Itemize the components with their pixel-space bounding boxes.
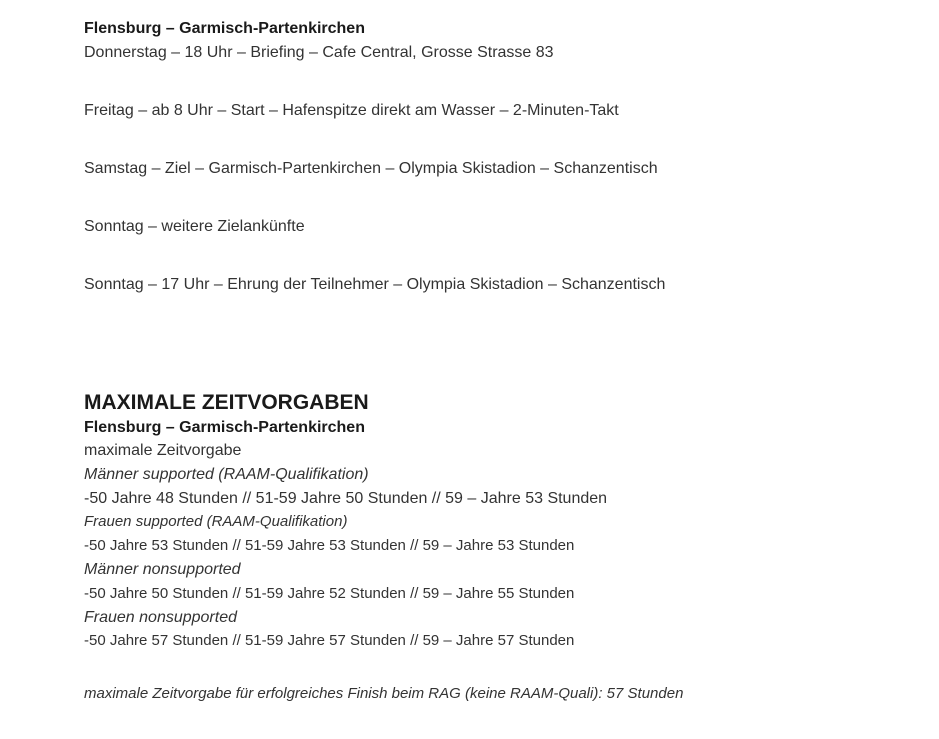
group-times-men-supported: -50 Jahre 48 Stunden // 51-59 Jahre 50 Stunden // 59 – Jahre 53 Stunden <box>84 489 608 507</box>
schedule-route-title: Flensburg – Garmisch-Partenkirchen <box>84 20 365 37</box>
schedule-item-sunday-ceremony: Sonntag – 17 Uhr – Ehrung der Teilnehmer – Olympia Skistadion – Schanzentisch <box>84 276 666 293</box>
schedule-item-saturday: Samstag – Ziel – Garmisch-Partenkirchen – Olympia Skistadion – Schanzentisch <box>84 160 658 177</box>
group-label-women-supported: Frauen supported (RAAM-Qualifikation) <box>84 513 348 531</box>
time-limits-route: Flensburg – Garmisch-Partenkirchen <box>84 419 365 436</box>
time-limits-intro: maximale Zeitvorgabe <box>84 442 242 459</box>
schedule-item-friday: Freitag – ab 8 Uhr – Start – Hafenspitze direkt am Wasser – 2-Minuten-Takt <box>84 102 619 119</box>
schedule-item-thursday: Donnerstag – 18 Uhr – Briefing – Cafe Central, Grosse Strasse 83 <box>84 44 554 61</box>
group-label-men-supported: Männer supported (RAAM-Qualifikation) <box>84 465 369 483</box>
group-times-women-supported: -50 Jahre 53 Stunden // 51-59 Jahre 53 Stunden // 59 – Jahre 53 Stunden <box>84 537 575 555</box>
group-times-men-nonsupported: -50 Jahre 50 Stunden // 51-59 Jahre 52 Stunden // 59 – Jahre 55 Stunden <box>84 584 575 602</box>
schedule-section <box>84 18 904 296</box>
time-limits-footnote: maximale Zeitvorgabe für erfolgreiches Finish beim RAG (keine RAAM-Quali): 57 Stunden <box>84 685 684 703</box>
group-times-women-nonsupported: -50 Jahre 57 Stunden // 51-59 Jahre 57 Stunden // 59 – Jahre 57 Stunden <box>84 632 575 650</box>
time-limits-heading: MAXIMALE ZEITVORGABEN <box>84 391 369 414</box>
group-label-men-nonsupported: Männer nonsupported <box>84 560 241 578</box>
group-label-women-nonsupported: Frauen nonsupported <box>84 608 237 626</box>
schedule-item-sunday-arrivals: Sonntag – weitere Zielankünfte <box>84 218 305 235</box>
time-limits-section <box>84 390 904 705</box>
article-content <box>84 18 904 705</box>
